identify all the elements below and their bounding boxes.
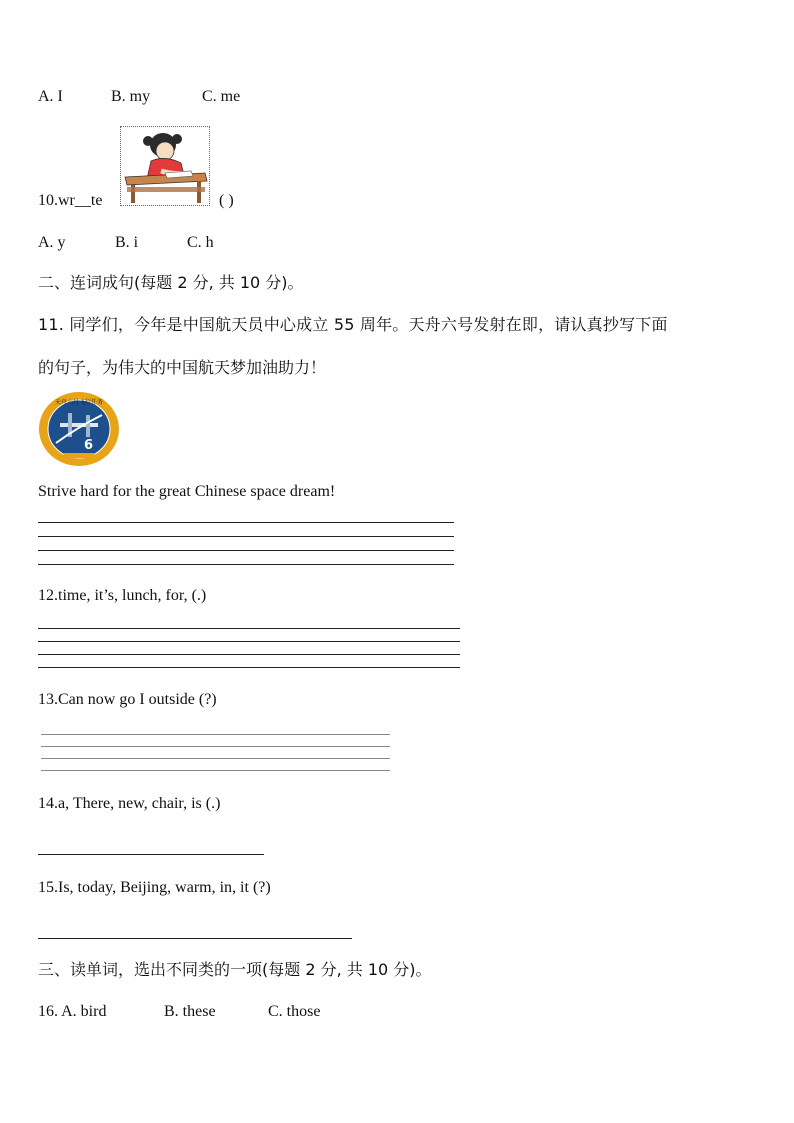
- option-c: C. h: [187, 234, 214, 251]
- writing-line: [38, 654, 460, 655]
- writing-line: [38, 564, 454, 565]
- writing-line: [38, 522, 454, 523]
- question-11-line-2: 的句子，为伟大的中国航天梦加油助力！: [38, 358, 327, 377]
- svg-text:6: 6: [84, 438, 94, 453]
- writing-line: [41, 734, 390, 735]
- writing-line: [38, 536, 454, 537]
- question-16-option-a: 16. A. bird: [38, 1003, 107, 1020]
- question-11-line-1: 11. 同学们，今年是中国航天员中心成立 55 周年。天舟六号发射在即，请认真抄写下面: [38, 315, 668, 334]
- question-10-stem: 10.wr__te: [38, 192, 103, 209]
- answer-parentheses: ( ): [219, 192, 234, 209]
- question-16-option-b: B. these: [164, 1003, 216, 1020]
- question-16-option-c: C. those: [268, 1003, 321, 1020]
- copy-sentence: Strive hard for the great Chinese space dream!: [38, 483, 336, 500]
- answer-line: [38, 854, 264, 855]
- writing-line: [41, 770, 390, 771]
- option-b: B. i: [115, 234, 139, 251]
- badge-text: 天舟六号飞行任务: [54, 399, 104, 406]
- option-b: B. my: [111, 88, 151, 105]
- question-12: 12.time, it’s, lunch, for, (.): [38, 587, 207, 604]
- writing-line: [41, 746, 390, 747]
- writing-line: [38, 641, 460, 642]
- writing-line: [41, 758, 390, 759]
- question-14: 14.a, There, new, chair, is (.): [38, 795, 221, 812]
- section-2-title: 二、连词成句(每题 2 分, 共 10 分)。: [38, 273, 304, 292]
- tianzhou-6-mission-badge: [38, 391, 120, 467]
- option-a: A. y: [38, 234, 66, 251]
- question-13: 13.Can now go I outside (?): [38, 691, 217, 708]
- answer-line: [38, 938, 352, 939]
- question-15: 15.Is, today, Beijing, warm, in, it (?): [38, 879, 271, 896]
- writing-line: [38, 628, 460, 629]
- writing-line: [38, 667, 460, 668]
- option-a: A. I: [38, 88, 63, 105]
- option-c: C. me: [202, 88, 241, 105]
- section-3-title: 三、读单词，选出不同类的一项(每题 2 分, 共 10 分)。: [38, 960, 432, 979]
- girl-writing-image: [120, 126, 210, 206]
- writing-line: [38, 550, 454, 551]
